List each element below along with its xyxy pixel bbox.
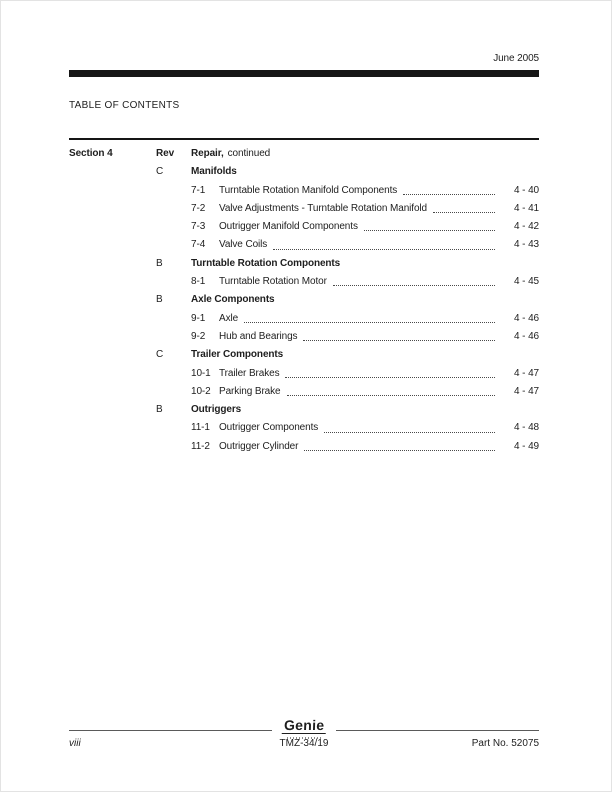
dot-leader bbox=[273, 236, 495, 254]
spacer bbox=[69, 255, 156, 273]
group-title: Outriggers bbox=[191, 404, 242, 416]
toc-entry-row bbox=[69, 438, 539, 456]
footer-text-row bbox=[69, 738, 539, 750]
toc-rows bbox=[69, 163, 539, 456]
group-title: Trailer Components bbox=[191, 349, 284, 361]
toc-entry-row bbox=[69, 218, 539, 236]
dot-leader bbox=[433, 200, 495, 218]
entry-title: Trailer Brakes bbox=[219, 367, 280, 379]
entry-title: Turntable Rotation Motor bbox=[219, 276, 327, 288]
brand-logo-text: Genie bbox=[282, 718, 327, 734]
spacer bbox=[69, 163, 156, 181]
section-label: Section 4 bbox=[69, 148, 113, 159]
rev-column-label: Rev bbox=[156, 148, 175, 159]
toc-entry-row bbox=[69, 182, 539, 200]
footer-page-number: viii bbox=[69, 738, 81, 749]
spacer bbox=[69, 200, 191, 218]
toc-group-row bbox=[69, 255, 539, 273]
toc-entry-row bbox=[69, 200, 539, 218]
page-footer bbox=[69, 717, 539, 763]
rev-letter: B bbox=[156, 294, 163, 306]
spacer bbox=[69, 401, 156, 419]
entry-title: Valve Adjustments - Turntable Rotation Manifold bbox=[219, 202, 428, 214]
spacer bbox=[69, 383, 191, 401]
entry-number: 9-2 bbox=[191, 330, 206, 342]
toc-entry-row bbox=[69, 310, 539, 328]
spacer bbox=[69, 328, 191, 346]
page-title: TABLE OF CONTENTS bbox=[69, 100, 180, 111]
spacer bbox=[69, 218, 191, 236]
dot-leader bbox=[285, 365, 495, 383]
group-title: Manifolds bbox=[191, 166, 237, 178]
rev-letter: C bbox=[156, 349, 164, 361]
footer-model: TMZ-34/19 bbox=[279, 738, 329, 749]
entry-title: Outrigger Manifold Components bbox=[219, 221, 358, 233]
entry-number: 11-2 bbox=[191, 440, 210, 452]
section-title: Repair, bbox=[191, 148, 224, 159]
toc-top-rule bbox=[69, 138, 539, 140]
dot-leader bbox=[303, 328, 495, 346]
entry-title: Valve Coils bbox=[219, 239, 268, 251]
toc-group-row bbox=[69, 163, 539, 181]
footer-part-number: Part No. 52075 bbox=[471, 738, 540, 749]
footer-logo-wrap bbox=[69, 717, 539, 739]
dot-leader bbox=[364, 218, 495, 236]
toc-entry-row bbox=[69, 365, 539, 383]
entry-page-number: 4 - 49 bbox=[514, 440, 539, 452]
entry-page-number: 4 - 43 bbox=[514, 239, 539, 251]
spacer bbox=[69, 419, 191, 437]
entry-page-number: 4 - 41 bbox=[514, 202, 539, 214]
toc-entry-row bbox=[69, 236, 539, 254]
table-of-contents bbox=[69, 145, 539, 456]
entry-page-number: 4 - 42 bbox=[514, 221, 539, 233]
entry-number: 9-1 bbox=[191, 312, 206, 324]
spacer bbox=[69, 365, 191, 383]
entry-title: Turntable Rotation Manifold Components bbox=[219, 184, 398, 196]
entry-page-number: 4 - 46 bbox=[514, 330, 539, 342]
entry-page-number: 4 - 46 bbox=[514, 312, 539, 324]
dot-leader bbox=[333, 273, 495, 291]
toc-entry-row bbox=[69, 273, 539, 291]
entry-page-number: 4 - 48 bbox=[514, 422, 539, 434]
brand-logo bbox=[272, 717, 336, 739]
toc-group-row bbox=[69, 291, 539, 309]
header-rule-thick bbox=[69, 70, 539, 77]
entry-title: Axle bbox=[219, 312, 239, 324]
dot-leader bbox=[403, 182, 495, 200]
entry-number: 10-1 bbox=[191, 367, 211, 379]
group-title: Axle Components bbox=[191, 294, 275, 306]
page-content bbox=[69, 1, 539, 456]
dot-leader bbox=[287, 383, 495, 401]
spacer bbox=[69, 182, 191, 200]
entry-title: Outrigger Cylinder bbox=[219, 440, 299, 452]
entry-number: 7-2 bbox=[191, 202, 206, 214]
header-date: June 2005 bbox=[493, 53, 539, 64]
entry-page-number: 4 - 40 bbox=[514, 184, 539, 196]
toc-header-row bbox=[69, 145, 539, 163]
rev-letter: C bbox=[156, 166, 164, 178]
dot-leader bbox=[324, 419, 495, 437]
rev-letter: B bbox=[156, 257, 163, 269]
entry-number: 11-1 bbox=[191, 422, 210, 434]
spacer bbox=[69, 236, 191, 254]
entry-number: 7-4 bbox=[191, 239, 206, 251]
dot-leader bbox=[244, 310, 495, 328]
spacer bbox=[69, 438, 191, 456]
entry-page-number: 4 - 47 bbox=[514, 367, 539, 379]
entry-title: Parking Brake bbox=[219, 385, 281, 397]
toc-entry-row bbox=[69, 383, 539, 401]
spacer bbox=[69, 346, 156, 364]
section-title-suffix: continued bbox=[227, 148, 271, 159]
spacer bbox=[69, 310, 191, 328]
toc-group-row bbox=[69, 401, 539, 419]
entry-number: 7-1 bbox=[191, 184, 206, 196]
entry-page-number: 4 - 47 bbox=[514, 385, 539, 397]
spacer bbox=[69, 273, 191, 291]
toc-entry-row bbox=[69, 328, 539, 346]
toc-group-row bbox=[69, 346, 539, 364]
entry-number: 7-3 bbox=[191, 221, 206, 233]
dot-leader bbox=[304, 438, 495, 456]
toc-entry-row bbox=[69, 419, 539, 437]
entry-number: 10-2 bbox=[191, 385, 211, 397]
group-title: Turntable Rotation Components bbox=[191, 257, 341, 269]
entry-page-number: 4 - 45 bbox=[514, 276, 539, 288]
rev-letter: B bbox=[156, 404, 163, 416]
entry-title: Outrigger Components bbox=[219, 422, 319, 434]
spacer bbox=[69, 291, 156, 309]
entry-title: Hub and Bearings bbox=[219, 330, 298, 342]
entry-number: 8-1 bbox=[191, 276, 206, 288]
